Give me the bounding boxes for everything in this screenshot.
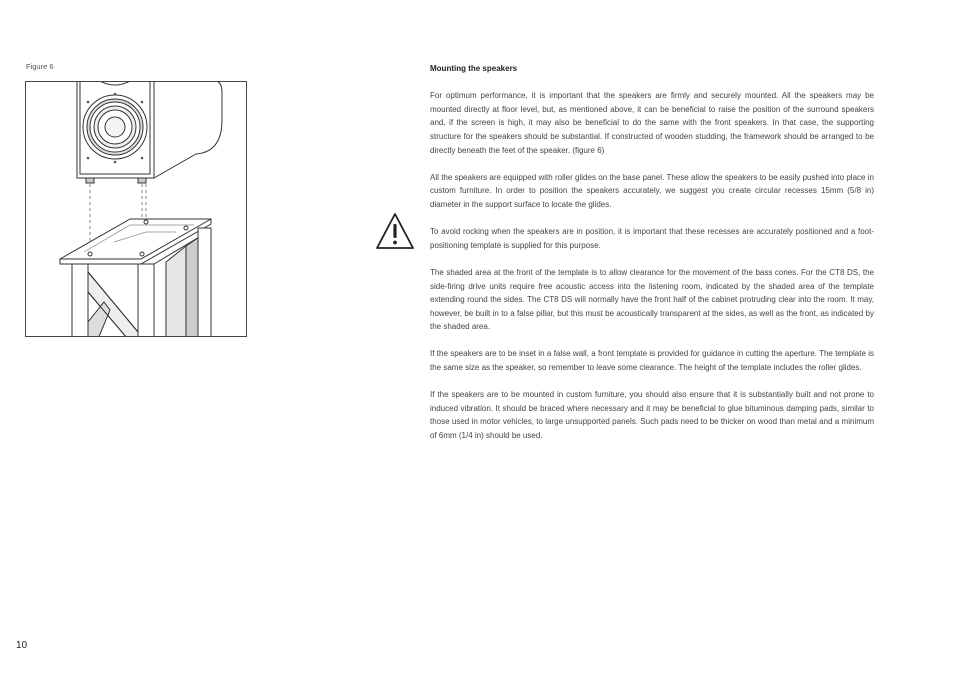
figure-caption: Figure 6: [26, 62, 54, 71]
warning-triangle-icon: [375, 212, 415, 250]
paragraph: All the speakers are equipped with roller glides on the base panel. These allow the speakers to be easily pushed into place in custom furniture. In order to position the speakers accurately, we suggest you create circular recesses 15mm (5/8 in) diameter in the support surface to locate the glides.: [430, 172, 874, 209]
section-heading: Mounting the speakers: [430, 64, 518, 73]
paragraph: The shaded area at the front of the template is to allow clearance for the movement of the bass cones. For the CT8 DS, the side-firing drive units require free acoustic access into the listening room, indicated by the shaded area of the template extending round the sides. The CT8 DS will normally have the front half of the cabinet protruding clear into the room. It may, however, be built in to a false pillar, but this must be acoustically transparent at the sides, as well as the front, as indicated by the shaded area.: [430, 267, 874, 332]
paragraph: For optimum performance, it is important that the speakers are firmly and securely mounted. All the speakers may be mounted directly at floor level, but, as mentioned above, it can be beneficial to raise the position of the surround speakers and, if the screen is high, it may also be beneficial to do the same with the front speakers. In that case, the supporting structure for the speakers should be substantial. If constructed of wooden studding, the framework should be arranged to be directly beneath the feet of the speaker. (figure 6): [430, 91, 874, 155]
support-stand: [60, 219, 211, 337]
paragraph: If the speakers are to be mounted in custom furniture, you should also ensure that it is substantially built and not prone to induced vibration. It should be braced where necessary and it may be beneficial to glue bituminous damping pads, similar to those used in motor vehicles, to large unsupported panels. Such pads need to be thicker on wood than metal and a minimum of 6mm (1/4 in) should be used.: [430, 390, 874, 441]
paragraph: If the speakers are to be inset in a false wall, a front template is provided for guidance in cutting the aperture. The template is the same size as the speaker, so remember to leave some clearance. The height of the template includes the roller glides.: [430, 349, 874, 373]
page-number: 10: [16, 640, 28, 651]
mounting-section: [430, 62, 874, 456]
speaker-cabinet: [77, 82, 222, 183]
paragraph: To avoid rocking when the speakers are in position, it is important that these recesses are accurately positioned and a foot-positioning template is supplied for this purpose.: [430, 227, 874, 250]
speaker-mounting-illustration: [25, 81, 247, 337]
